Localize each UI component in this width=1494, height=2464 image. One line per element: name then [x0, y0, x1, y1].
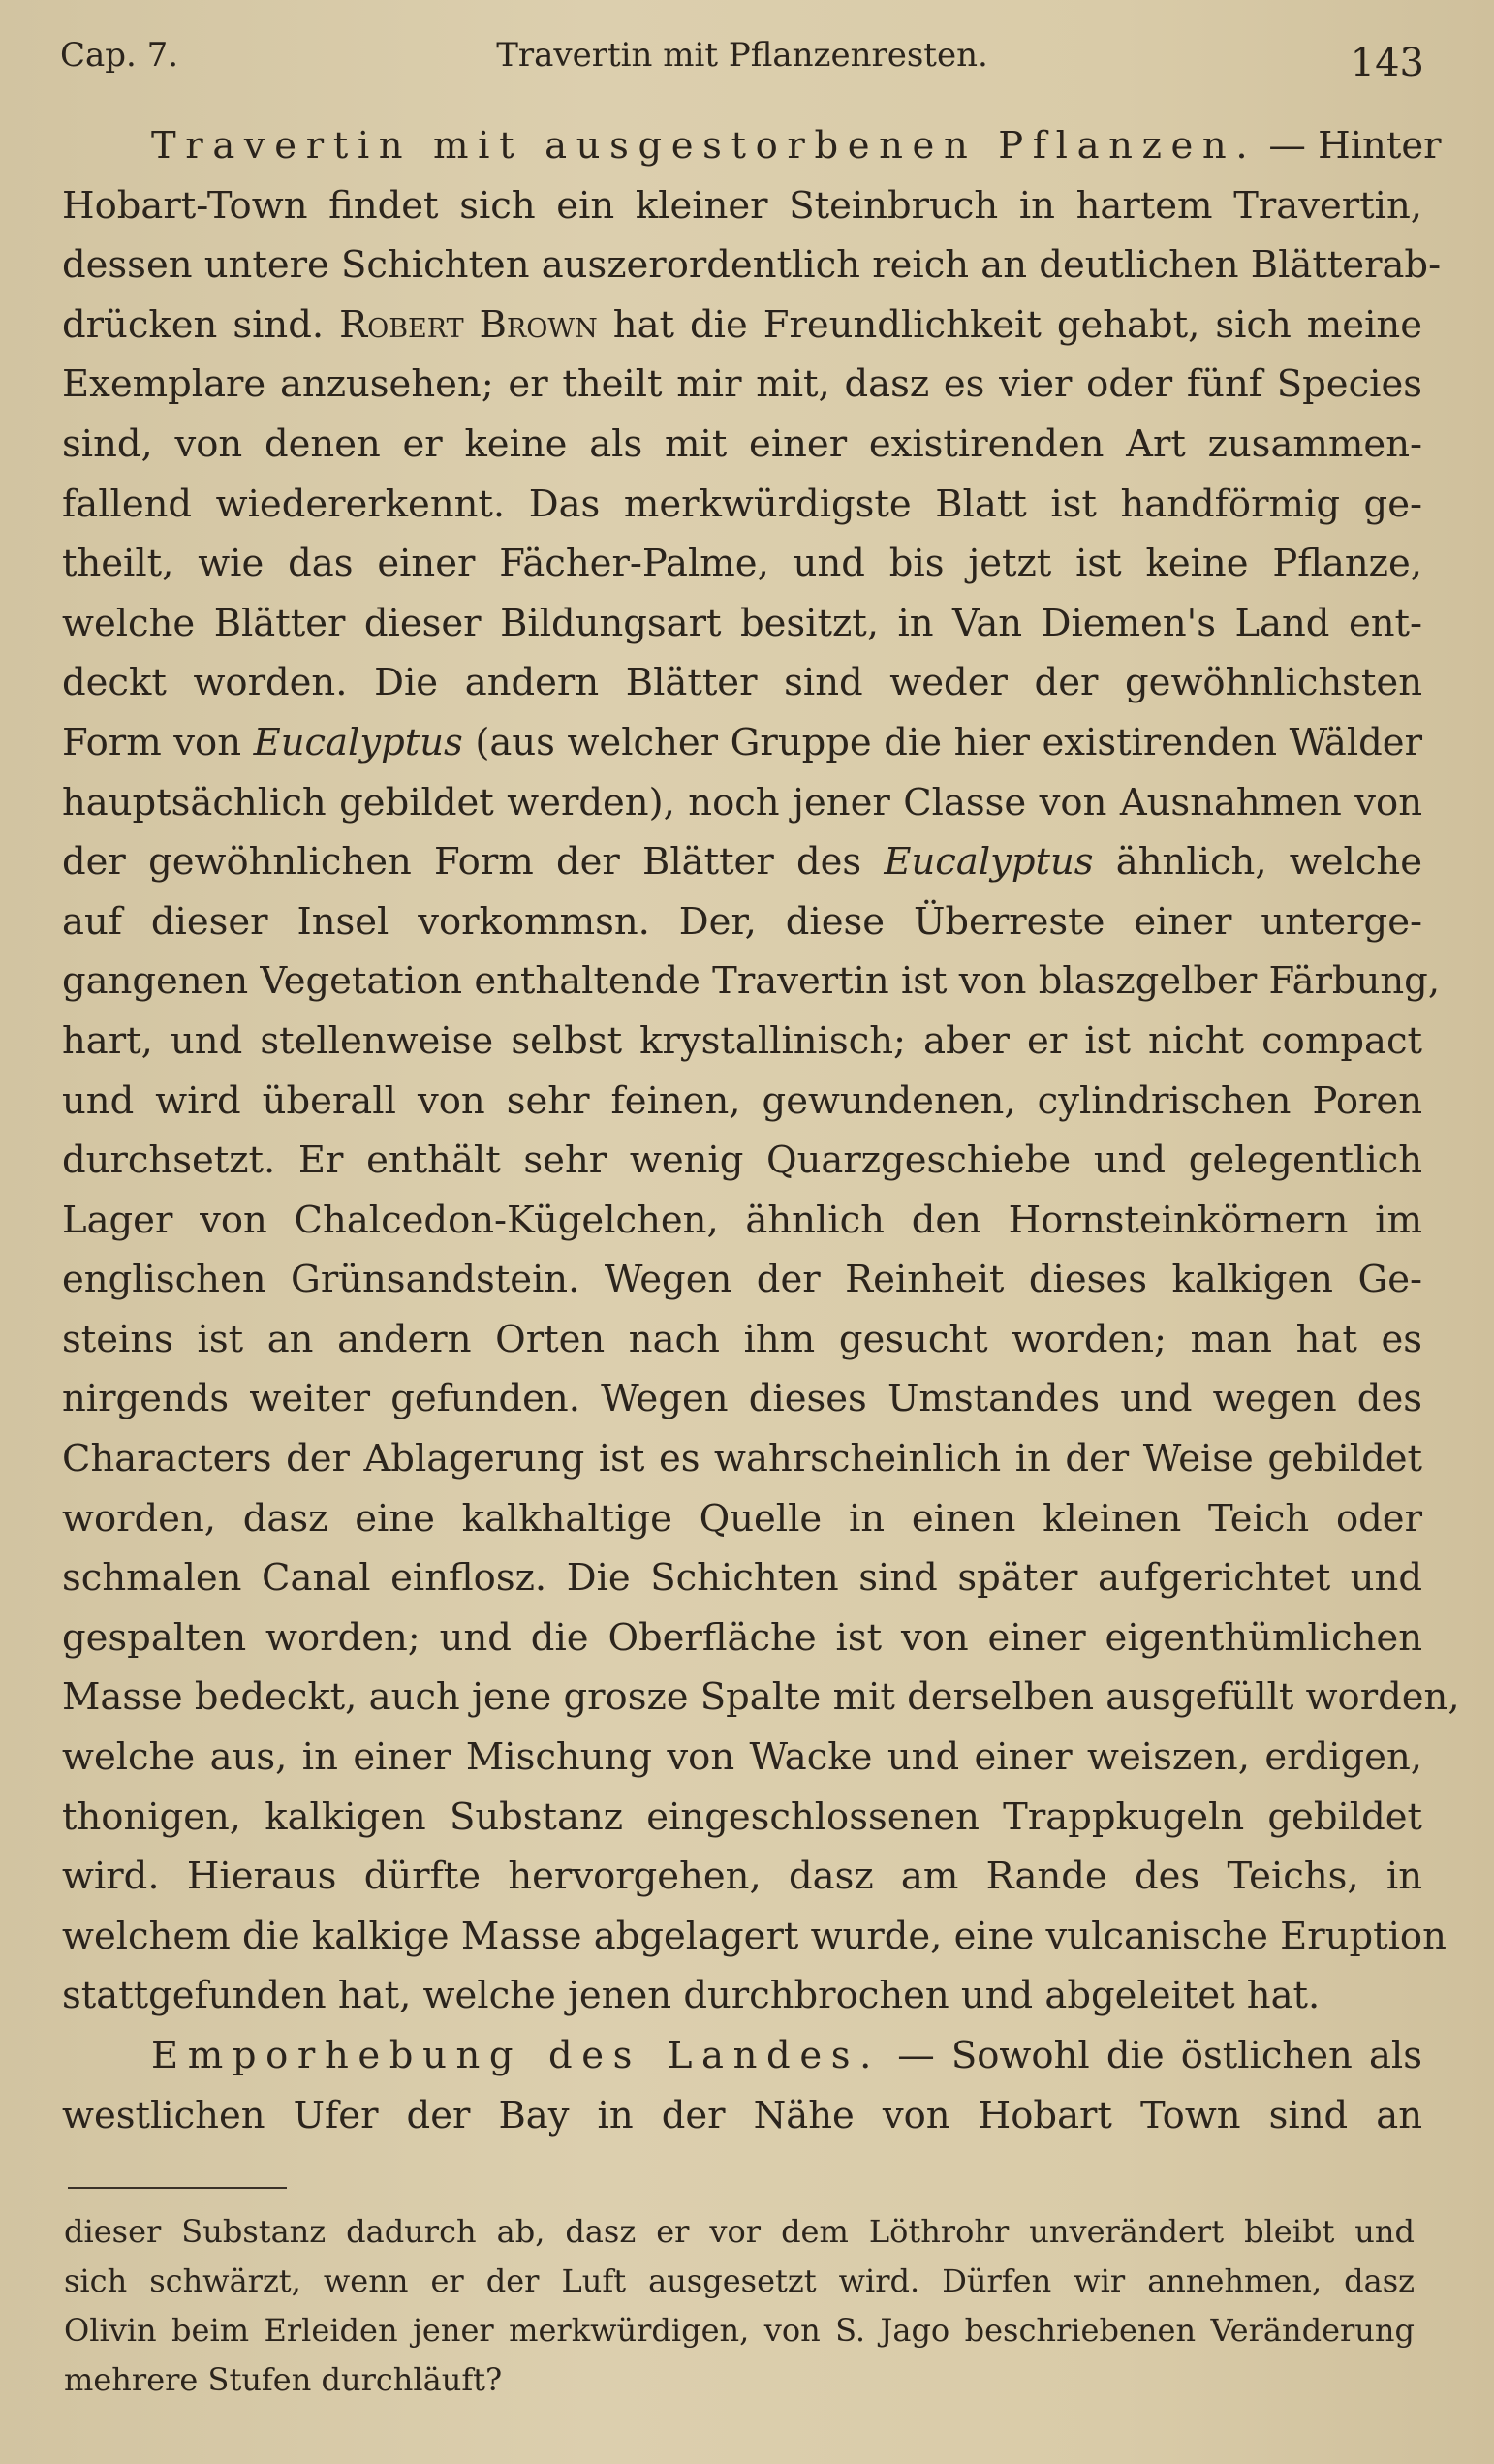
text-line: wird. Hieraus dürfte hervorgehen, dasz am Rande des Teichs, in	[62, 1855, 1422, 1899]
author-name: Robert Brown	[339, 302, 598, 347]
text-fragment: Form von	[62, 720, 254, 764]
text-line: westlichen Ufer der Bay in der Nähe von Hobart Town sind an	[62, 2093, 1422, 2137]
text-line: Masse bedeckt, auch jene grosze Spalte mit derselben ausgefüllt worden,	[62, 1675, 1460, 1720]
text-line: englischen Grünsandstein. Wegen der Reinheit dieses kalkigen Ge-	[62, 1258, 1422, 1302]
text-line	[62, 713, 1422, 773]
text-line: welchem die kalkige Masse abgelagert wurde, eine vulcanische Eruption	[62, 1914, 1447, 1958]
footnote-divider	[68, 2187, 287, 2189]
text-line: durchsetzt. Er enthält sehr wenig Quarzgeschiebe und gelegentlich	[62, 1138, 1422, 1183]
text-fragment: (aus welcher Gruppe die hier existirenden Wälder	[462, 720, 1422, 764]
text-fragment: — Sowohl die östlichen als	[881, 2034, 1422, 2077]
text-line: welche Blätter dieser Bildungsart besitzt, in Van Diemen's Land ent-	[62, 601, 1422, 645]
section-heading-travertin: Travertin mit ausgestorbenen Pflanzen.	[151, 124, 1258, 168]
text-line: dessen untere Schichten auszerordentlich reich an deutlichen Blätterab-	[62, 243, 1442, 288]
text-line: thonigen, kalkigen Substanz eingeschlossenen Trappkugeln gebildet	[62, 1794, 1422, 1839]
text-fragment: drücken sind.	[62, 302, 340, 347]
running-title: Travertin mit Pflanzenresten.	[496, 36, 988, 75]
text-line: und wird überall von sehr feinen, gewundenen, cylindrischen Poren	[62, 1078, 1422, 1123]
running-head	[60, 21, 1424, 89]
footnote-line: sich schwärzt, wenn er der Luft ausgesetzt wird. Dürfen wir annehmen, dasz	[64, 2262, 1415, 2299]
section-heading-emporhebung: Emporhebung des Landes.	[151, 2034, 881, 2077]
text-line: worden, dasz eine kalkhaltige Quelle in einen kleinen Teich oder	[62, 1496, 1422, 1541]
text-line: hart, und stellenweise selbst krystallinisch; aber er ist nicht compact	[62, 1018, 1422, 1063]
page-number: 143	[1350, 41, 1424, 85]
genus-name: Eucalyptus	[884, 840, 1094, 885]
footnote-line: Olivin beim Erleiden jener merkwürdigen, von S. Jago beschriebenen Veränderung	[64, 2312, 1415, 2349]
text-line: theilt, wie das einer Fächer-Palme, und bis jetzt ist keine Pflanze,	[62, 542, 1422, 586]
footnote	[64, 2207, 1415, 2405]
text-line: schmalen Canal einflosz. Die Schichten sind später aufgerichtet und	[62, 1556, 1422, 1601]
text-line: nirgends weiter gefunden. Wegen dieses Umstandes und wegen des	[62, 1377, 1422, 1421]
text-line: steins ist an andern Orten nach ihm gesucht worden; man hat es	[62, 1317, 1422, 1361]
text-line: fallend wiedererkennt. Das merkwürdigste Blatt ist handförmig ge-	[62, 482, 1422, 526]
text-line: gespalten worden; und die Oberfläche ist von einer eigenthümlichen	[62, 1615, 1422, 1660]
text-line	[62, 296, 1422, 356]
text-fragment: ähnlich, welche	[1093, 840, 1423, 885]
text-fragment: der gewöhnlichen Form der Blätter des	[62, 840, 885, 885]
text-line: Characters der Ablagerung ist es wahrscheinlich in der Weise gebildet	[62, 1437, 1422, 1482]
text-line: deckt worden. Die andern Blätter sind weder der gewöhnlichsten	[62, 661, 1422, 705]
text-line	[62, 116, 1442, 176]
text-line	[62, 2026, 1422, 2086]
text-line: Exemplare anzusehen; er theilt mir mit, dasz es vier oder fünf Species	[62, 362, 1422, 407]
text-line: stattgefunden hat, welche jenen durchbrochen und abgeleitet hat.	[62, 1974, 1321, 2018]
text-fragment: hat die Freundlichkeit gehabt, sich meine	[597, 302, 1422, 347]
text-line	[62, 832, 1422, 892]
genus-name: Eucalyptus	[253, 720, 463, 764]
text-line: sind, von denen er keine als mit einer existirenden Art zusammen-	[62, 421, 1422, 466]
main-text	[62, 116, 1460, 2145]
text-line: auf dieser Insel vorkommsn. Der, diese Überreste einer unterge-	[62, 899, 1422, 944]
text-fragment: — Hinter	[1257, 124, 1442, 168]
text-line: gangenen Vegetation enthaltende Travertin ist von blaszgelber Färbung,	[62, 959, 1441, 1004]
text-line: Hobart-Town findet sich ein kleiner Steinbruch in hartem Travertin,	[62, 183, 1422, 228]
text-line: welche aus, in einer Mischung von Wacke und einer weiszen, erdigen,	[62, 1735, 1422, 1780]
chapter-label: Cap. 7.	[60, 36, 179, 75]
footnote-line: dieser Substanz dadurch ab, dasz er vor dem Löthrohr unverändert bleibt und	[64, 2213, 1415, 2250]
footnote-line: mehrere Stufen durchläuft?	[64, 2361, 503, 2398]
text-line: hauptsächlich gebildet werden), noch jener Classe von Ausnahmen von	[62, 780, 1422, 825]
text-line: Lager von Chalcedon-Kügelchen, ähnlich den Hornsteinkörnern im	[62, 1198, 1422, 1242]
